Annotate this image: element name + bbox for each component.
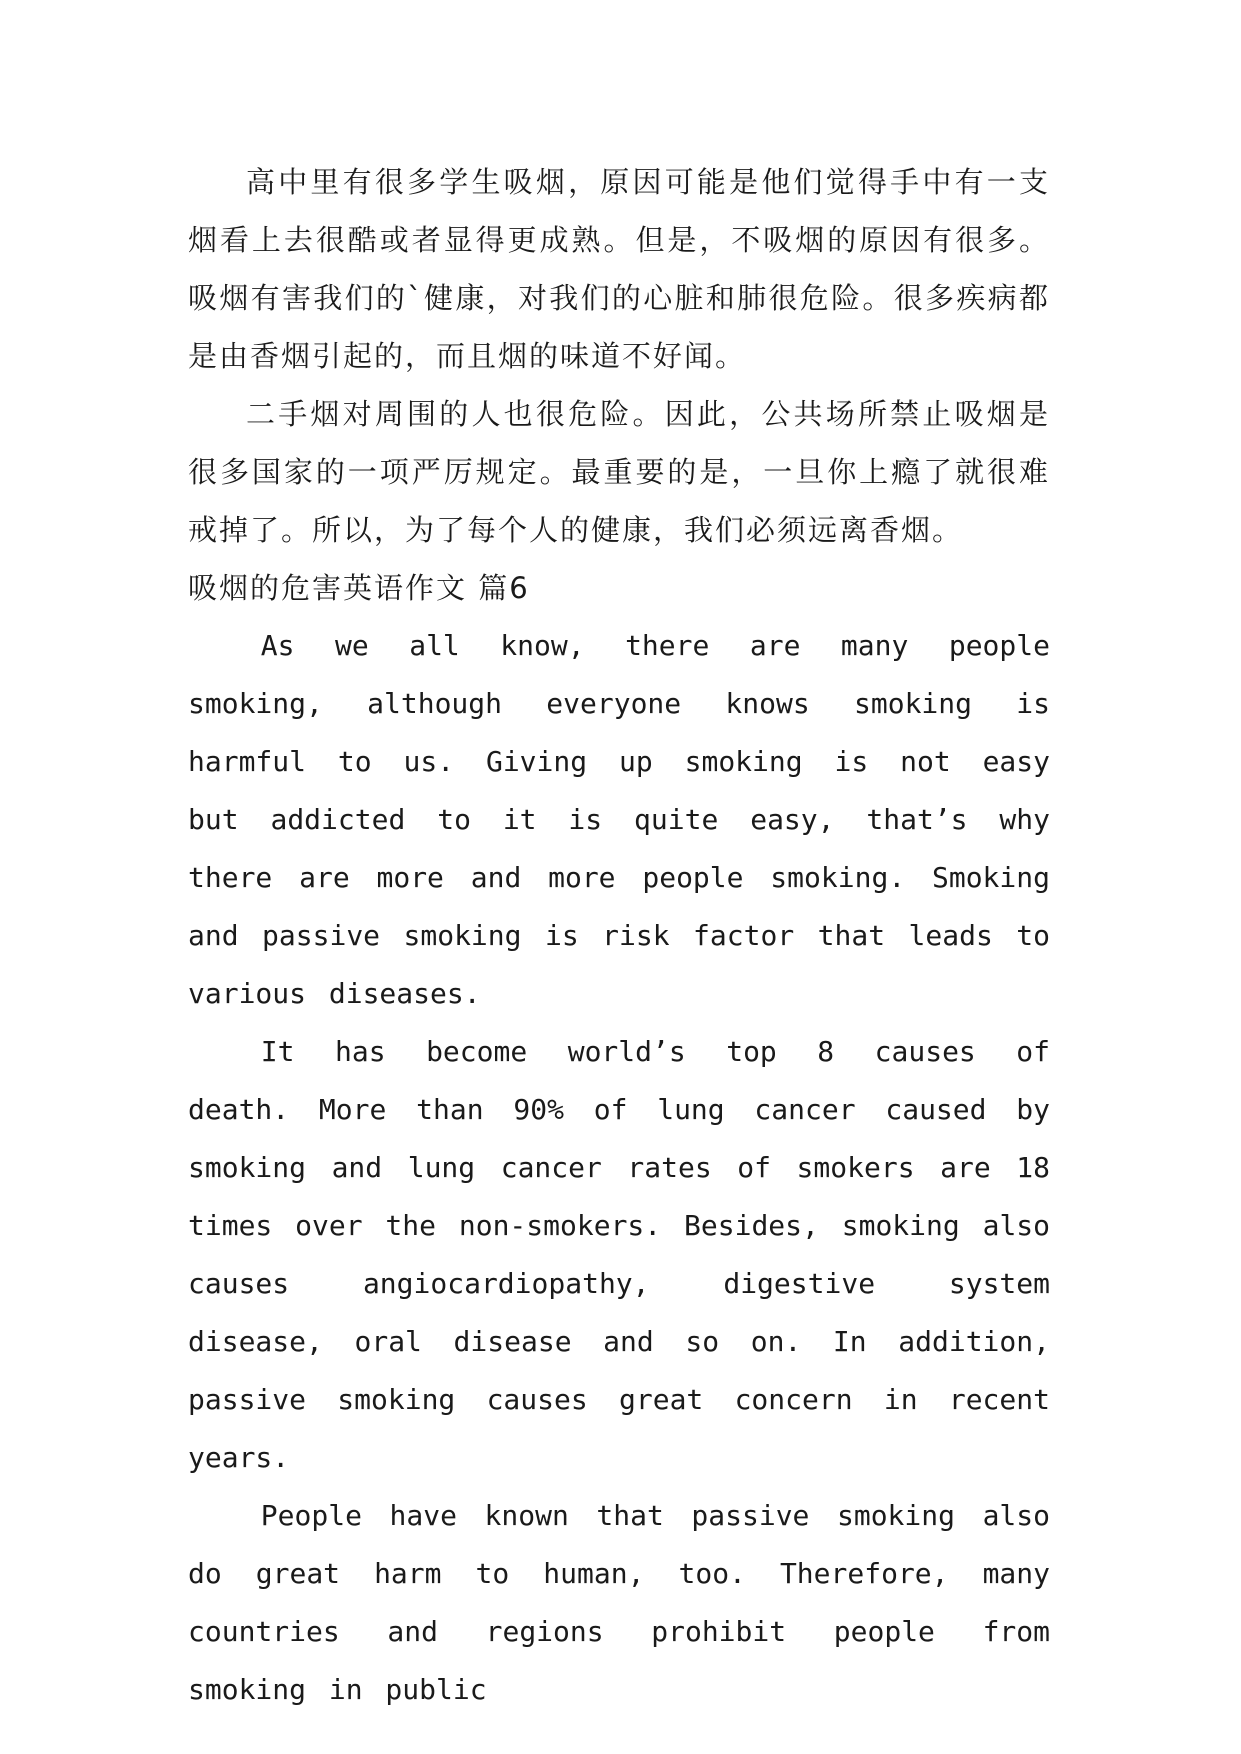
paragraph-en-2: It has become world’s top 8 causes of death. More than 90% of lung cancer caused by smoking and lung cancer rates of smokers are 18 times over the non-smokers. Besides, smoking also causes angiocardiopathy, digestive system disease, oral disease and so on. In addition, passive smoking causes great concern in recent years. <box>188 1035 1051 1474</box>
paragraph-en-1: As we all know, there are many people smoking, although everyone knows smoking is harmful to us. Giving up smoking is not easy but addicted to it is quite easy, that’s why there are more and more people smoking. Smoking and passive smoking is risk factor that leads to various diseases. <box>188 629 1050 1010</box>
document-body <box>188 153 1050 1719</box>
paragraph-zh-1: 高中里有很多学生吸烟，原因可能是他们觉得手中有一支烟看上去很酷或者显得更成熟。但是，不吸烟的原因有很多。吸烟有害我们的`健康，对我们的心脏和肺很危险。很多疾病都是由香烟引起的，而且烟的味道不好闻。 <box>188 165 1050 373</box>
section-heading: 吸烟的危害英语作文 篇6 <box>188 571 530 605</box>
paragraph-en-3: People have known that passive smoking also do great harm to human, too. Therefore, many countries and regions prohibit people from smoking in public <box>188 1499 1050 1706</box>
paragraph-zh-2: 二手烟对周围的人也很危险。因此，公共场所禁止吸烟是很多国家的一项严厉规定。最重要的是，一旦你上瘾了就很难戒掉了。所以，为了每个人的健康，我们必须远离香烟。 <box>188 397 1050 547</box>
